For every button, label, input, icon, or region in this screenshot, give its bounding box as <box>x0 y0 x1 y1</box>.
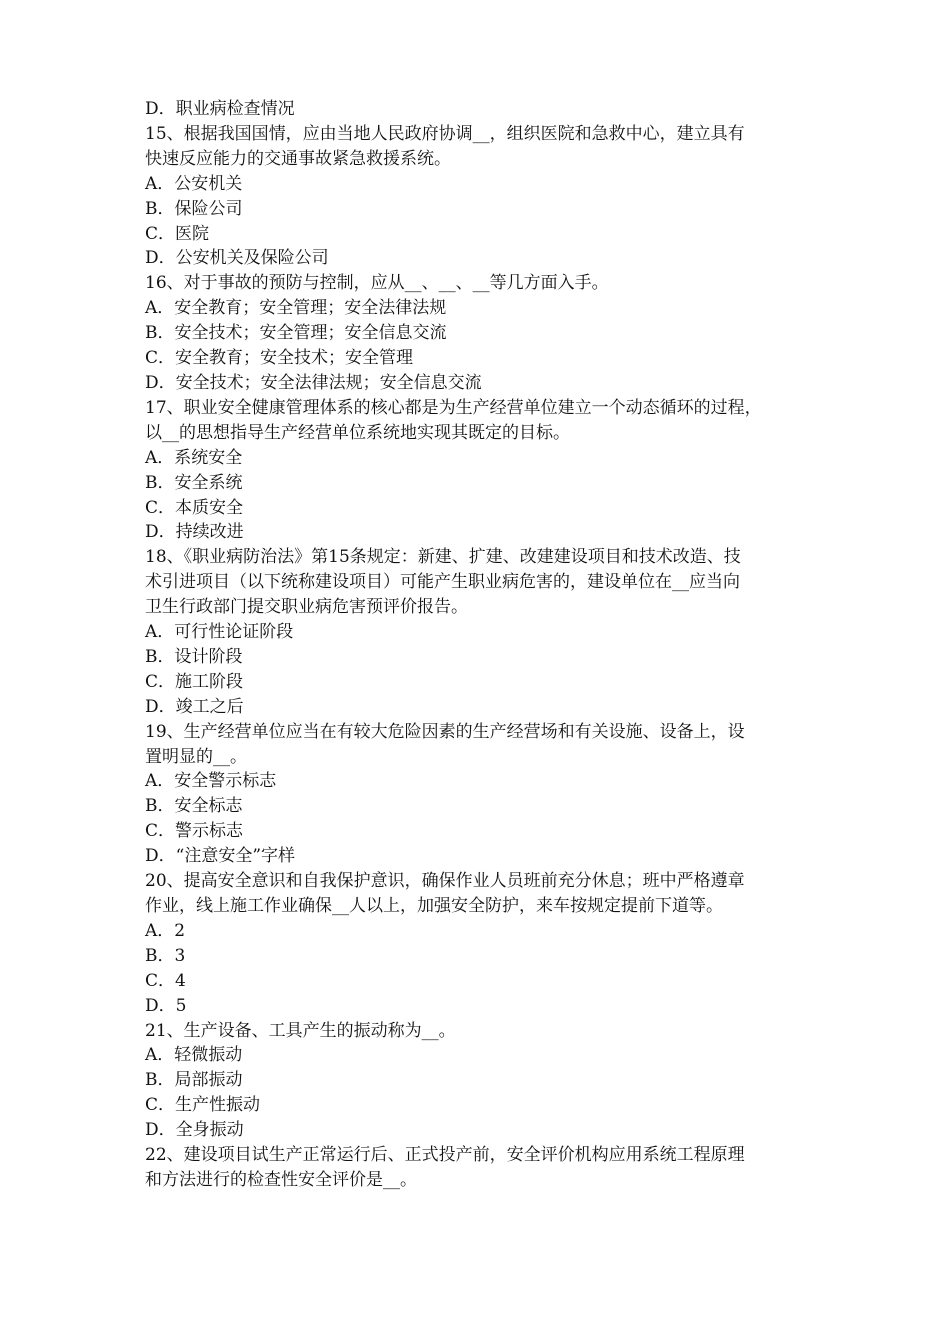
text-line: D．安全技术；安全法律法规；安全信息交流 <box>145 372 482 393</box>
text-line: C．本质安全 <box>145 497 244 518</box>
text-line: A．系统安全 <box>145 447 243 468</box>
text-line: C．施工阶段 <box>145 671 244 692</box>
text-line: 快速反应能力的交通事故紧急救援系统。 <box>145 148 451 169</box>
text-line: C．医院 <box>145 223 210 244</box>
text-line: 术引进项目（以下统称建设项目）可能产生职业病危害的，建设单位在__应当向 <box>145 572 740 593</box>
text-line: B．安全标志 <box>145 796 243 817</box>
text-line: B．保险公司 <box>145 198 243 219</box>
text-line: 作业，线上施工作业确保__人以上，加强安全防护，来车按规定提前下道等。 <box>145 896 723 916</box>
text-line: 21、生产设备、工具产生的振动称为__。 <box>145 1020 456 1041</box>
text-line: C．生产性振动 <box>145 1095 261 1116</box>
text-line: 17、职业安全健康管理体系的核心都是为生产经营单位建立一个动态循环的过程， <box>145 397 762 418</box>
text-line: D．持续改进 <box>145 522 244 543</box>
text-line: C．安全教育；安全技术；安全管理 <box>145 348 414 369</box>
text-line: D．全身振动 <box>145 1120 244 1141</box>
text-line: D．竣工之后 <box>145 696 244 717</box>
text-line: 置明显的__。 <box>145 746 247 767</box>
text-line: B．局部振动 <box>145 1070 243 1091</box>
text-line: A．安全警示标志 <box>145 771 277 792</box>
text-line: C．警示标志 <box>145 821 244 842</box>
text-line: B．安全技术；安全管理；安全信息交流 <box>145 323 447 344</box>
text-line: D．“注意安全”字样 <box>145 846 296 867</box>
document-page <box>145 97 815 1193</box>
text-line: C．4 <box>145 970 186 991</box>
text-line: 18、《职业病防治法》第15条规定：新建、扩建、改建建设项目和技术改造、技 <box>145 547 741 568</box>
text-line: 16、对于事故的预防与控制，应从__、__、__等几方面入手。 <box>145 273 609 294</box>
text-line: 以__的思想指导生产经营单位系统地实现其既定的目标。 <box>145 422 570 443</box>
text-line: A．2 <box>145 920 186 941</box>
text-line: A．可行性论证阶段 <box>145 622 294 643</box>
text-line: 15、根据我国国情，应由当地人民政府协调__，组织医院和急救中心，建立具有 <box>145 123 745 144</box>
text-line: B．3 <box>145 945 186 966</box>
text-line: B．安全系统 <box>145 472 243 493</box>
text-line: D．职业病检查情况 <box>145 99 295 119</box>
text-line: A．公安机关 <box>145 173 243 194</box>
text-line: A．安全教育；安全管理；安全法律法规 <box>145 298 447 319</box>
text-line: A．轻微振动 <box>145 1045 243 1066</box>
text-line: 20、提高安全意识和自我保护意识，确保作业人员班前充分休息；班中严格遵章 <box>145 871 745 892</box>
text-line: 卫生行政部门提交职业病危害预评价报告。 <box>145 597 468 618</box>
text-line: D．5 <box>145 995 187 1016</box>
text-line: 22、建设项目试生产正常运行后、正式投产前，安全评价机构应用系统工程原理 <box>145 1145 745 1166</box>
text-line: D．公安机关及保险公司 <box>145 248 329 269</box>
text-line: 和方法进行的检查性安全评价是__。 <box>145 1169 417 1190</box>
text-line: 19、生产经营单位应当在有较大危险因素的生产经营场和有关设施、设备上，设 <box>145 721 745 742</box>
text-line: B．设计阶段 <box>145 646 243 667</box>
